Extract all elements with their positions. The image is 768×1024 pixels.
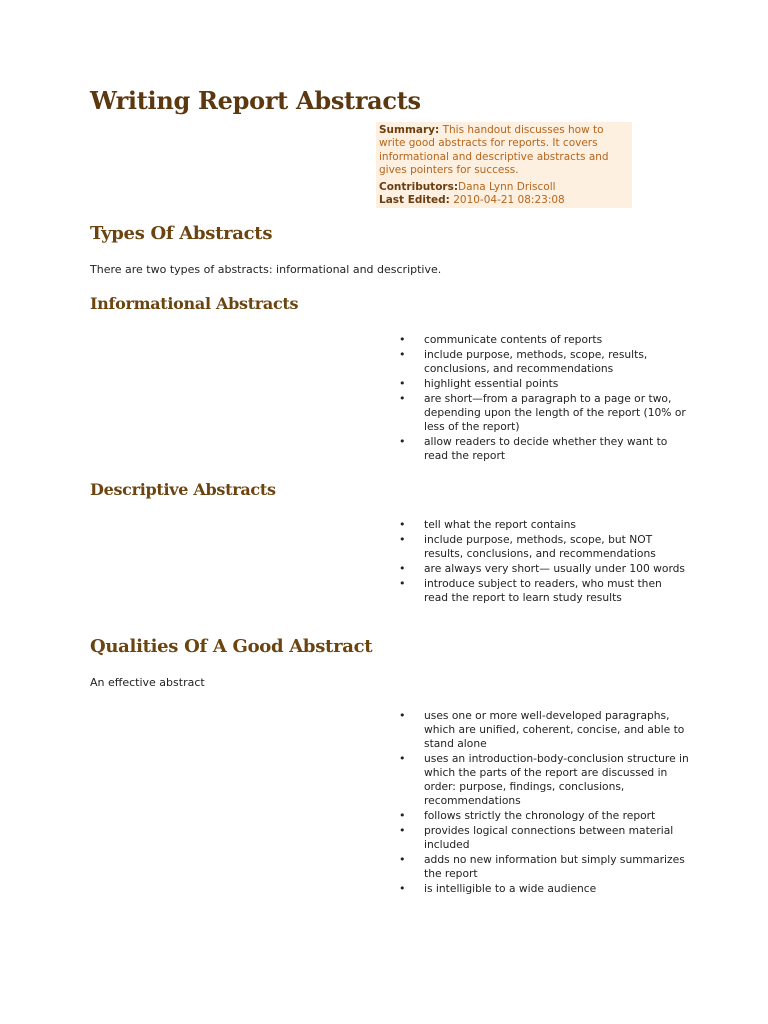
section-heading-types: Types Of Abstracts [90, 223, 273, 244]
list-item: • highlight essential points [399, 377, 689, 391]
section-heading-qualities: Qualities Of A Good Abstract [90, 636, 373, 657]
last-edited-value: 2010-04-21 08:23:08 [453, 194, 565, 207]
list-item: • provides logical connections between material included [399, 824, 689, 852]
summary-label: Summary: [379, 124, 440, 136]
list-item: • introduce subject to readers, who must then read the report to learn study results [399, 577, 689, 605]
list-item: • adds no new information but simply summarizes the report [399, 853, 689, 881]
list-item: • are always very short— usually under 100 words [399, 562, 689, 576]
list-item: • follows strictly the chronology of the report [399, 809, 689, 823]
types-intro-text: There are two types of abstracts: informational and descriptive. [90, 263, 442, 276]
list-item: • is intelligible to a wide audience [399, 882, 689, 896]
last-edited-line [379, 194, 629, 207]
page-title: Writing Report Abstracts [90, 86, 421, 115]
summary-paragraph [379, 124, 629, 177]
list-item: • include purpose, methods, scope, results, conclusions, and recommendations [399, 348, 689, 376]
contributors-label: Contributors: [379, 181, 459, 194]
list-item: • communicate contents of reports [399, 333, 689, 347]
qualities-list [399, 709, 689, 897]
section-heading-informational: Informational Abstracts [90, 294, 299, 313]
summary-box [376, 122, 632, 208]
list-item: • tell what the report contains [399, 518, 689, 532]
list-item: • uses an introduction-body-conclusion structure in which the parts of the report are discussed in order: purpose, findings, conclusions, recommendations [399, 752, 689, 808]
qualities-intro-text: An effective abstract [90, 676, 205, 689]
contributors-value: Dana Lynn Driscoll [458, 181, 556, 194]
contributors-line [379, 181, 629, 194]
informational-list [399, 333, 689, 464]
section-heading-descriptive: Descriptive Abstracts [90, 480, 276, 499]
last-edited-label: Last Edited: [379, 194, 450, 207]
list-item: • include purpose, methods, scope, but NOT results, conclusions, and recommendations [399, 533, 689, 561]
list-item: • uses one or more well-developed paragraphs, which are unified, coherent, concise, and able to stand alone [399, 709, 689, 751]
list-item: • allow readers to decide whether they want to read the report [399, 435, 689, 463]
descriptive-list [399, 518, 689, 606]
list-item: • are short—from a paragraph to a page or two, depending upon the length of the report (10% or less of the report) [399, 392, 689, 434]
summary-text: This handout discusses how to write good abstracts for reports. It covers informational and descriptive abstracts and gives pointers for success. [379, 124, 609, 176]
